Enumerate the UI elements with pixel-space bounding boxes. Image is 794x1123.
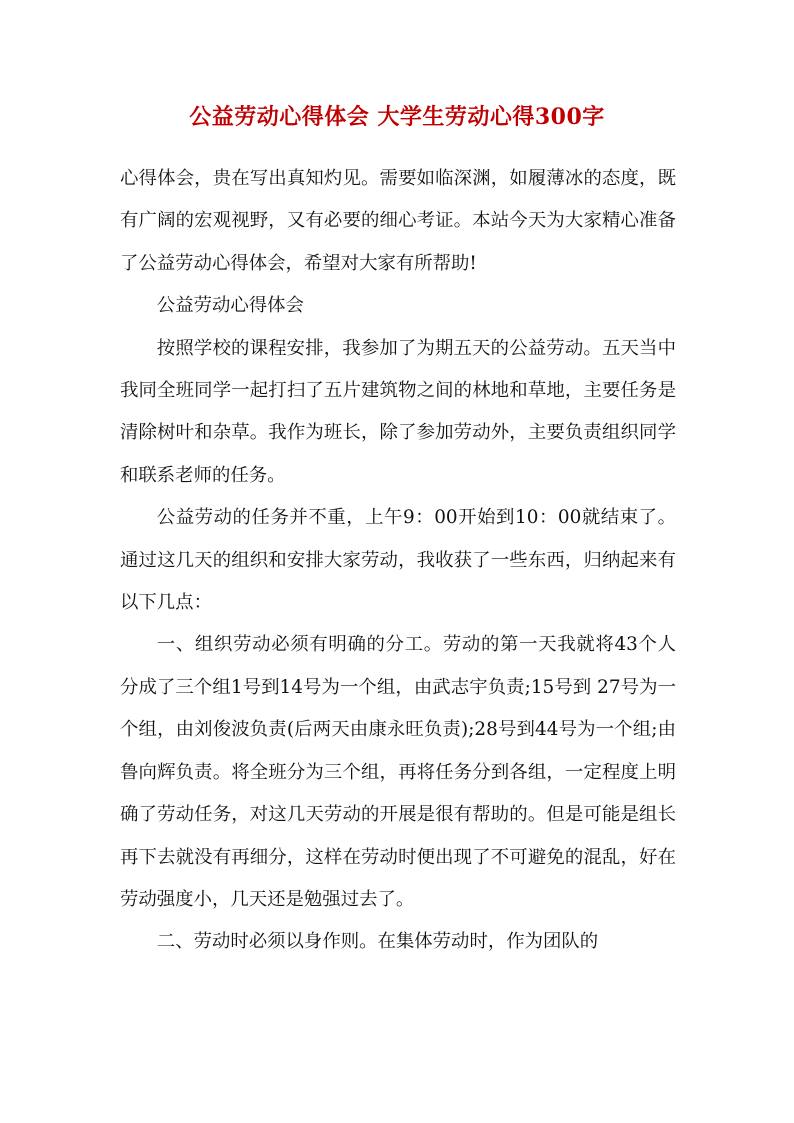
intro-paragraph: 心得体会，贵在写出真知灼见。需要如临深渊，如履薄冰的态度，既有广阔的宏观视野，又有必要的细心考证。本站今天为大家精心准备了公益劳动心得体会，希望对大家有所帮助! [120, 168, 676, 274]
body-paragraph-2: 公益劳动的任务并不重，上午9：00开始到10：00就结束了。通过这几天的组织和安排大家劳动，我收获了一些东西，归纳起来有以下几点： [120, 507, 676, 614]
body-paragraph-3: 一、组织劳动必须有明确的分工。劳动的第一天我就将43个人分成了三个组1号到14号为一个组，由武志宇负责;15号到 27号为一个组，由刘俊波负责(后两天由康永旺负责);28号到44号为一个组;由鲁向辉负责。将全班分为三个组，再将任务分到各组，一定程度上明确了劳动任务，对这几天劳动的开展是很有帮助的。但是可能是组长再下去就没有再细分，这样在劳动时便出现了不可避免的混乱，好在劳动强度小，几天还是勉强过去了。 [120, 634, 676, 910]
body-paragraph-1: 按照学校的课程安排，我参加了为期五天的公益劳动。五天当中我同全班同学一起打扫了五片建筑物之间的林地和草地，主要任务是清除树叶和杂草。我作为班长，除了参加劳动外，主要负责组织同学和联系老师的任务。 [120, 337, 676, 486]
page-title: 公益劳动心得体会 大学生劳动心得300字 [189, 104, 605, 130]
section-heading: 公益劳动心得体会 [156, 295, 304, 317]
body-paragraph-4: 二、劳动时必须以身作则。在集体劳动时，作为团队的 [156, 931, 599, 953]
document-body [120, 158, 676, 964]
